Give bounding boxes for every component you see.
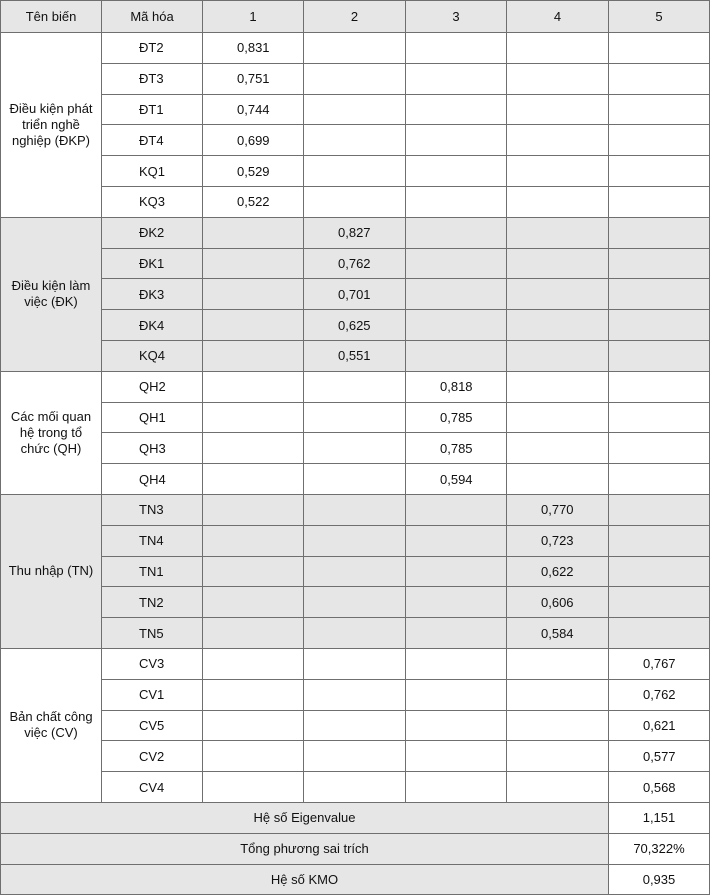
empty-cell bbox=[609, 310, 710, 341]
factor-loading-value: 0,594 bbox=[406, 464, 507, 495]
empty-cell bbox=[406, 587, 507, 618]
variable-group-name: Bản chất công việc (CV) bbox=[1, 648, 102, 802]
factor-loading-value: 0,762 bbox=[609, 679, 710, 710]
empty-cell bbox=[609, 279, 710, 310]
empty-cell bbox=[507, 710, 609, 741]
table-row bbox=[1, 710, 710, 741]
empty-cell bbox=[609, 217, 710, 248]
table-row bbox=[1, 772, 710, 803]
empty-cell bbox=[203, 310, 304, 341]
empty-cell bbox=[304, 433, 406, 464]
item-code: ĐT2 bbox=[102, 33, 203, 64]
empty-cell bbox=[304, 494, 406, 525]
factor-loading-value: 0,762 bbox=[304, 248, 406, 279]
empty-cell bbox=[203, 556, 304, 587]
factor-loading-value: 0,606 bbox=[507, 587, 609, 618]
table-body bbox=[1, 33, 710, 895]
variable-group-name: Điều kiện làm việc (ĐK) bbox=[1, 217, 102, 371]
empty-cell bbox=[507, 371, 609, 402]
factor-loading-value: 0,831 bbox=[203, 33, 304, 64]
empty-cell bbox=[609, 433, 710, 464]
header-cell-factor-5: 5 bbox=[609, 1, 710, 33]
table-row bbox=[1, 340, 710, 371]
item-code: ĐK3 bbox=[102, 279, 203, 310]
summary-label: Tổng phương sai trích bbox=[1, 833, 609, 864]
factor-loading-value: 0,551 bbox=[304, 340, 406, 371]
empty-cell bbox=[507, 217, 609, 248]
item-code: ĐK1 bbox=[102, 248, 203, 279]
table-row bbox=[1, 186, 710, 217]
empty-cell bbox=[507, 648, 609, 679]
table-row bbox=[1, 618, 710, 649]
empty-cell bbox=[304, 556, 406, 587]
empty-cell bbox=[203, 587, 304, 618]
item-code: CV3 bbox=[102, 648, 203, 679]
item-code: QH4 bbox=[102, 464, 203, 495]
table-row bbox=[1, 156, 710, 187]
empty-cell bbox=[304, 587, 406, 618]
empty-cell bbox=[203, 248, 304, 279]
empty-cell bbox=[609, 186, 710, 217]
factor-loading-value: 0,529 bbox=[203, 156, 304, 187]
empty-cell bbox=[203, 279, 304, 310]
empty-cell bbox=[304, 371, 406, 402]
summary-value: 70,322% bbox=[609, 833, 710, 864]
factor-loading-value: 0,568 bbox=[609, 772, 710, 803]
empty-cell bbox=[304, 710, 406, 741]
factor-loading-value: 0,577 bbox=[609, 741, 710, 772]
empty-cell bbox=[406, 556, 507, 587]
empty-cell bbox=[507, 310, 609, 341]
empty-cell bbox=[406, 494, 507, 525]
header-row bbox=[1, 1, 710, 33]
empty-cell bbox=[406, 186, 507, 217]
empty-cell bbox=[507, 464, 609, 495]
table-row bbox=[1, 648, 710, 679]
summary-row bbox=[1, 833, 710, 864]
variable-group-name: Thu nhập (TN) bbox=[1, 494, 102, 648]
factor-loading-value: 0,621 bbox=[609, 710, 710, 741]
item-code: CV4 bbox=[102, 772, 203, 803]
empty-cell bbox=[609, 371, 710, 402]
item-code: CV5 bbox=[102, 710, 203, 741]
factor-loading-value: 0,625 bbox=[304, 310, 406, 341]
empty-cell bbox=[507, 679, 609, 710]
table-row bbox=[1, 525, 710, 556]
empty-cell bbox=[609, 618, 710, 649]
item-code: ĐK4 bbox=[102, 310, 203, 341]
empty-cell bbox=[203, 433, 304, 464]
empty-cell bbox=[609, 556, 710, 587]
empty-cell bbox=[507, 94, 609, 125]
item-code: TN1 bbox=[102, 556, 203, 587]
empty-cell bbox=[507, 402, 609, 433]
table-row bbox=[1, 679, 710, 710]
empty-cell bbox=[507, 63, 609, 94]
empty-cell bbox=[609, 402, 710, 433]
empty-cell bbox=[609, 125, 710, 156]
empty-cell bbox=[304, 618, 406, 649]
factor-loading-value: 0,622 bbox=[507, 556, 609, 587]
empty-cell bbox=[203, 772, 304, 803]
factor-loading-value: 0,744 bbox=[203, 94, 304, 125]
header-cell-factor-2: 2 bbox=[304, 1, 406, 33]
empty-cell bbox=[304, 648, 406, 679]
item-code: CV2 bbox=[102, 741, 203, 772]
empty-cell bbox=[609, 494, 710, 525]
empty-cell bbox=[304, 33, 406, 64]
empty-cell bbox=[304, 679, 406, 710]
table-row bbox=[1, 402, 710, 433]
header-cell-factor-1: 1 bbox=[203, 1, 304, 33]
factor-loading-value: 0,827 bbox=[304, 217, 406, 248]
variable-group-name: Các mối quan hệ trong tổ chức (QH) bbox=[1, 371, 102, 494]
empty-cell bbox=[507, 186, 609, 217]
empty-cell bbox=[406, 63, 507, 94]
header-cell-variable: Tên biến bbox=[1, 1, 102, 33]
empty-cell bbox=[406, 648, 507, 679]
empty-cell bbox=[304, 94, 406, 125]
empty-cell bbox=[406, 156, 507, 187]
empty-cell bbox=[304, 125, 406, 156]
empty-cell bbox=[609, 33, 710, 64]
table-row bbox=[1, 248, 710, 279]
factor-loading-value: 0,785 bbox=[406, 402, 507, 433]
empty-cell bbox=[203, 340, 304, 371]
table-row bbox=[1, 94, 710, 125]
factor-loading-value: 0,584 bbox=[507, 618, 609, 649]
factor-loading-value: 0,701 bbox=[304, 279, 406, 310]
item-code: QH1 bbox=[102, 402, 203, 433]
empty-cell bbox=[609, 340, 710, 371]
empty-cell bbox=[406, 525, 507, 556]
empty-cell bbox=[406, 772, 507, 803]
empty-cell bbox=[507, 33, 609, 64]
empty-cell bbox=[203, 741, 304, 772]
table-row bbox=[1, 310, 710, 341]
empty-cell bbox=[203, 679, 304, 710]
empty-cell bbox=[609, 587, 710, 618]
table-row bbox=[1, 125, 710, 156]
table-row bbox=[1, 33, 710, 64]
factor-loading-value: 0,723 bbox=[507, 525, 609, 556]
item-code: TN2 bbox=[102, 587, 203, 618]
table-row bbox=[1, 587, 710, 618]
item-code: QH3 bbox=[102, 433, 203, 464]
empty-cell bbox=[304, 402, 406, 433]
table-row bbox=[1, 63, 710, 94]
empty-cell bbox=[203, 710, 304, 741]
empty-cell bbox=[507, 741, 609, 772]
table-row bbox=[1, 371, 710, 402]
empty-cell bbox=[304, 772, 406, 803]
item-code: KQ1 bbox=[102, 156, 203, 187]
empty-cell bbox=[406, 94, 507, 125]
table-row bbox=[1, 741, 710, 772]
table-row bbox=[1, 217, 710, 248]
empty-cell bbox=[507, 156, 609, 187]
empty-cell bbox=[406, 248, 507, 279]
item-code: ĐK2 bbox=[102, 217, 203, 248]
item-code: KQ4 bbox=[102, 340, 203, 371]
table-row bbox=[1, 279, 710, 310]
empty-cell bbox=[406, 279, 507, 310]
empty-cell bbox=[304, 63, 406, 94]
empty-cell bbox=[609, 63, 710, 94]
factor-loading-value: 0,767 bbox=[609, 648, 710, 679]
empty-cell bbox=[507, 772, 609, 803]
factor-loading-value: 0,522 bbox=[203, 186, 304, 217]
summary-label: Hệ số KMO bbox=[1, 864, 609, 895]
factor-loading-value: 0,818 bbox=[406, 371, 507, 402]
header-cell-code: Mã hóa bbox=[102, 1, 203, 33]
empty-cell bbox=[406, 710, 507, 741]
item-code: CV1 bbox=[102, 679, 203, 710]
item-code: ĐT4 bbox=[102, 125, 203, 156]
empty-cell bbox=[507, 248, 609, 279]
empty-cell bbox=[609, 156, 710, 187]
empty-cell bbox=[304, 464, 406, 495]
empty-cell bbox=[406, 125, 507, 156]
summary-row bbox=[1, 864, 710, 895]
empty-cell bbox=[203, 371, 304, 402]
variable-group-name: Điều kiện phát triển nghề nghiệp (ĐKP) bbox=[1, 33, 102, 218]
item-code: KQ3 bbox=[102, 186, 203, 217]
table-row bbox=[1, 556, 710, 587]
empty-cell bbox=[609, 464, 710, 495]
empty-cell bbox=[609, 248, 710, 279]
empty-cell bbox=[304, 525, 406, 556]
item-code: TN5 bbox=[102, 618, 203, 649]
summary-value: 1,151 bbox=[609, 802, 710, 833]
empty-cell bbox=[203, 402, 304, 433]
empty-cell bbox=[203, 494, 304, 525]
item-code: ĐT1 bbox=[102, 94, 203, 125]
empty-cell bbox=[406, 741, 507, 772]
empty-cell bbox=[507, 433, 609, 464]
empty-cell bbox=[304, 741, 406, 772]
header-cell-factor-4: 4 bbox=[507, 1, 609, 33]
empty-cell bbox=[304, 186, 406, 217]
empty-cell bbox=[406, 33, 507, 64]
empty-cell bbox=[406, 310, 507, 341]
factor-loading-value: 0,785 bbox=[406, 433, 507, 464]
empty-cell bbox=[507, 340, 609, 371]
empty-cell bbox=[203, 648, 304, 679]
table-row bbox=[1, 433, 710, 464]
empty-cell bbox=[609, 525, 710, 556]
empty-cell bbox=[406, 340, 507, 371]
empty-cell bbox=[406, 679, 507, 710]
empty-cell bbox=[203, 618, 304, 649]
empty-cell bbox=[406, 217, 507, 248]
summary-row bbox=[1, 802, 710, 833]
factor-loading-value: 0,751 bbox=[203, 63, 304, 94]
item-code: QH2 bbox=[102, 371, 203, 402]
factor-loading-value: 0,699 bbox=[203, 125, 304, 156]
empty-cell bbox=[203, 525, 304, 556]
table-row bbox=[1, 494, 710, 525]
header-cell-factor-3: 3 bbox=[406, 1, 507, 33]
summary-label: Hệ số Eigenvalue bbox=[1, 802, 609, 833]
item-code: TN3 bbox=[102, 494, 203, 525]
empty-cell bbox=[507, 279, 609, 310]
empty-cell bbox=[406, 618, 507, 649]
empty-cell bbox=[609, 94, 710, 125]
item-code: TN4 bbox=[102, 525, 203, 556]
empty-cell bbox=[507, 125, 609, 156]
summary-value: 0,935 bbox=[609, 864, 710, 895]
factor-loading-value: 0,770 bbox=[507, 494, 609, 525]
empty-cell bbox=[203, 464, 304, 495]
item-code: ĐT3 bbox=[102, 63, 203, 94]
empty-cell bbox=[304, 156, 406, 187]
table-row bbox=[1, 464, 710, 495]
empty-cell bbox=[203, 217, 304, 248]
